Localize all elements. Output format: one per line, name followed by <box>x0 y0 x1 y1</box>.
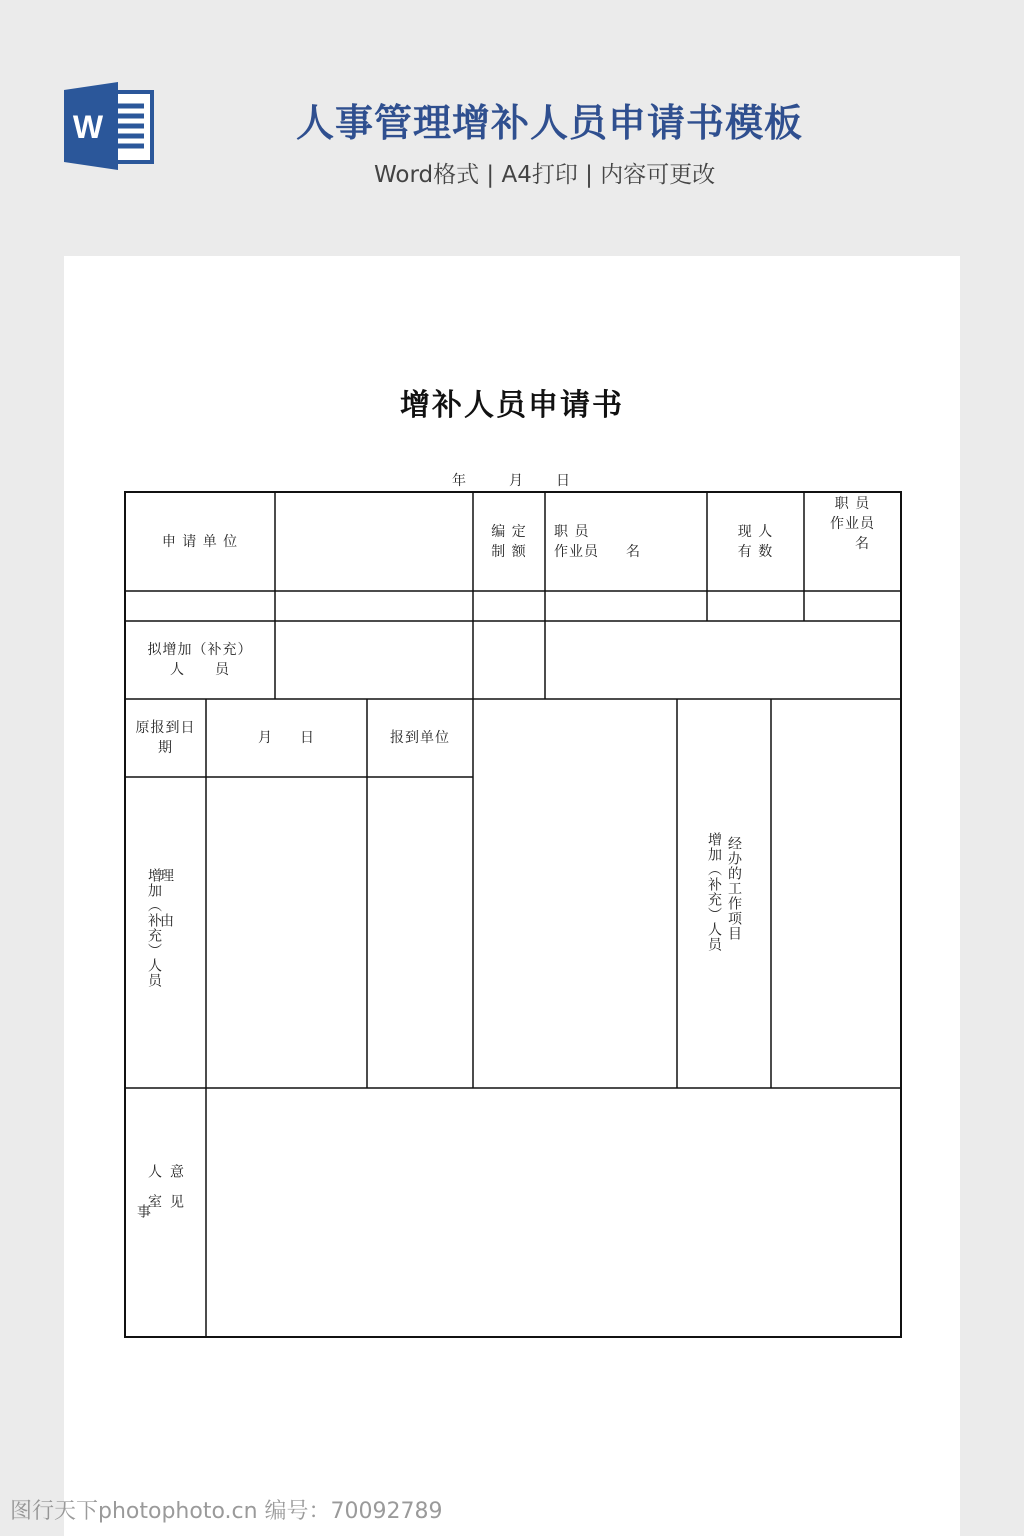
add-person-label-line2: 人 员 <box>170 662 230 678</box>
staff-label-line2: 作业员 <box>554 544 599 560</box>
date-year: 年 <box>452 473 466 489</box>
hr-opinion-col-left: 事 <box>135 1204 151 1219</box>
date-day: 日 <box>556 473 570 489</box>
apply-unit-label: 申 请 单 位 <box>161 534 239 550</box>
original-date-label-line2: 期 <box>158 740 173 756</box>
page-subtitle: Word格式 | A4打印 | 内容可更改 <box>374 162 716 188</box>
watermark-text: 图行天下photophoto.cn 编号：70092789 <box>10 1499 443 1524</box>
work-items-label-col2: 增加（补充）人员 <box>706 832 722 952</box>
original-date-label-line1: 原报到日 <box>135 720 196 736</box>
original-date-month: 月 <box>258 730 273 746</box>
reason-label-col1: 理 由 <box>158 868 174 928</box>
staff2-label-line3: 名 <box>855 536 870 552</box>
work-items-label-col1: 经办的工作项目 <box>726 836 742 941</box>
report-unit-label: 报到单位 <box>390 730 450 746</box>
quota-label-line2: 制 额 <box>491 544 527 560</box>
reason-label-col2: 增加（补充）人员 <box>146 868 162 988</box>
staff-label-name: 名 <box>626 544 641 560</box>
staff-label-line1: 职 员 <box>554 524 590 540</box>
current-count-line2: 有 数 <box>737 544 774 560</box>
staff2-label-line2: 作业员 <box>830 516 875 532</box>
quota-label-line1: 编 定 <box>491 524 527 540</box>
page-title: 人事管理增补人员申请书模板 <box>296 101 804 145</box>
original-date-day: 日 <box>300 730 315 746</box>
document-title: 增补人员申请书 <box>400 388 624 423</box>
hr-opinion-col-right: 意 见 <box>168 1164 184 1209</box>
hr-opinion-col-mid: 人 室 <box>146 1164 162 1209</box>
add-person-label-line1: 拟增加（补充） <box>147 642 253 658</box>
date-month: 月 <box>509 473 523 489</box>
current-count-line1: 现 人 <box>737 524 774 540</box>
word-logo-letter: W <box>72 109 104 145</box>
staff2-label-line1: 职 员 <box>834 496 871 512</box>
